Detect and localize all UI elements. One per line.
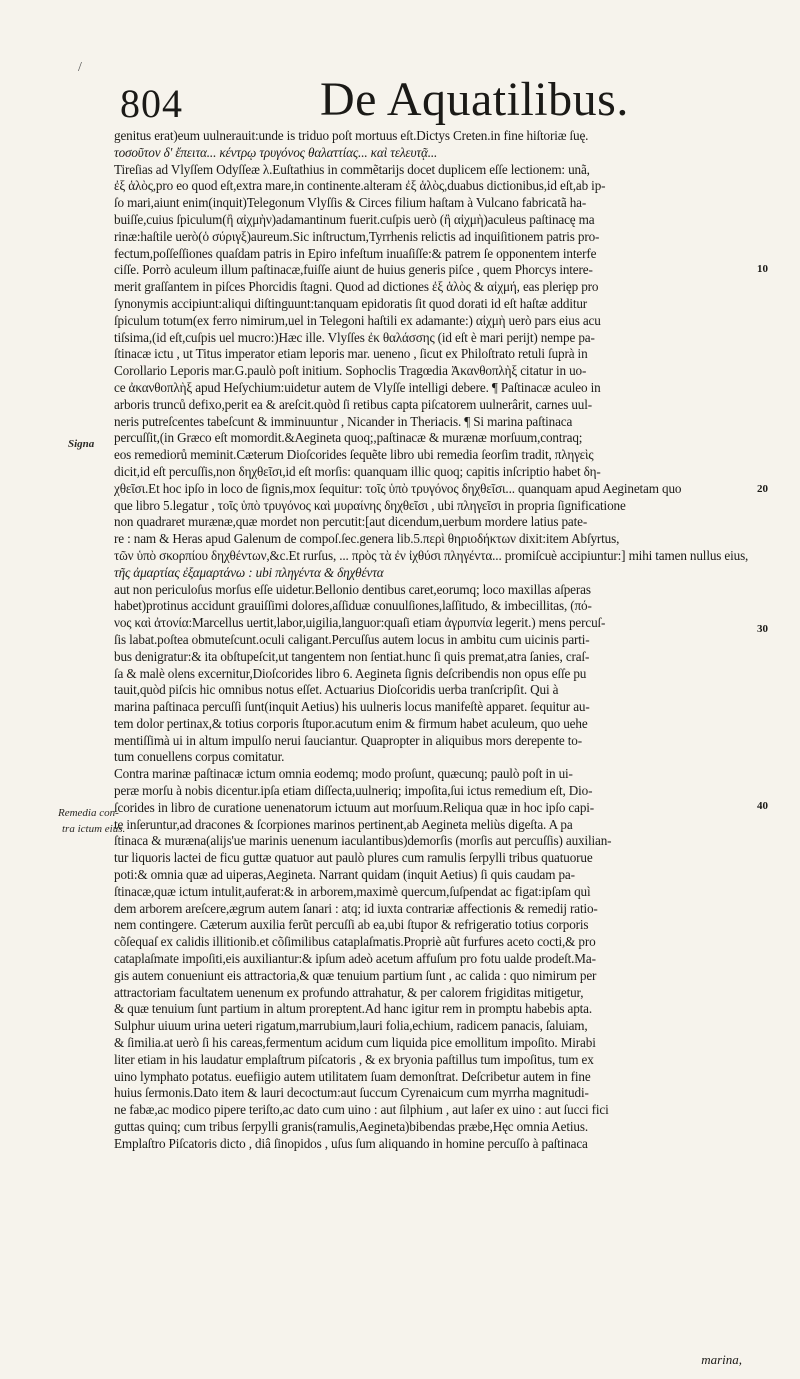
text-line: aut non periculoſus morſus eſſe uidetur.Bellonio dentibus caret,eorumq; loco maxillas aſperas bbox=[114, 581, 591, 597]
text-line: ſtinacæ,quæ ictum intulit,auferat:& in arborem,maximè quercum,ſuſpendat ac figat:ipſam quì bbox=[114, 883, 591, 899]
left-margin-notes bbox=[0, 0, 126, 1379]
text-line: tur liquoris lactei de ficu guttæ quatuor aut paulò plures cum ramulis ſerpylli tribus quatuorue bbox=[114, 850, 593, 866]
text-line: arboris trunců defixo,perit ea & areſcit.quòd ſi retibus capta piſcatorem uulnerârit, carnes uul- bbox=[114, 396, 592, 412]
running-title: De Aquatilibus. bbox=[320, 73, 629, 126]
text-line: eos remediorů meminit.Cæterum Dioſcorides ſequẽte libro ubi remedia ſeorſim tradit, πληγεὶς bbox=[114, 447, 594, 463]
text-line: νος καὶ ἀτονία:Marcellus uertit,labor,uigilia,languor:quaſi etiam ἀγρυπνία legerit.) mens percuſ- bbox=[114, 615, 606, 631]
text-line: merit graſſantem in piſces Phorcidis ſtagni. Quod ad dictiones ἐξ ἁλὸς & αἰχμή, eas plerięp pro bbox=[114, 279, 599, 295]
text-line: ſtinacæ ictu , ut Titus imperator etiam leporis mar. ueneno , ſicut ex Philoſtrato retuli ſuprà in bbox=[114, 346, 588, 362]
text-line: ne fabæ,ac modico pipere teriſto,ac dato cum uino : aut ſilphium , aut laſer ex uino : aut ſucci fici bbox=[114, 1102, 609, 1118]
text-line: huius ſermonis.Dato item & lauri decoctum:aut ſuccum Cyrenaicum cum myrrha magnitudi- bbox=[114, 1085, 589, 1101]
text-line: Tireſias ad Vlyſſem Odyſſeæ λ.Euſtathius in commẽtarijs docet duplicem eſſe lectionem: unã, bbox=[114, 161, 590, 177]
text-line: τῆς ἀμαρτίας ἐξαμαρτάνω : ubi πληγέντα & δηχθέντα bbox=[114, 564, 384, 580]
text-line: gis autem conueniunt eis attractoria,& quæ tenuium partium ſunt , ac calida : quo nimirum per bbox=[114, 967, 597, 983]
text-line: fectum,poſſeſſiones quaſdam patris in Epiro infeſtum inuaſiſſe:& patrem ſe opponentem interfe bbox=[114, 245, 597, 261]
text-line: guttas quinq; cum tribus ſerpylli granis(ramulis,Aegineta)bibendas præbe,Hęc omnia Aetius. bbox=[114, 1119, 588, 1135]
side-note-remedia-line1: Remedia con- bbox=[58, 807, 119, 819]
text-line: percuſſit,(in Græco eſt momordit.&Aegineta quoq;,paſtinacæ & murænæ morſuum,contraq; bbox=[114, 430, 583, 446]
catchword: marina, bbox=[701, 1352, 742, 1367]
text-line: tiſsima,(id eſt,cuſpis uel mucro:)Hæc ille. Vlyſſes ἐκ θαλάσσης (id eſt è mari perijt) nempe pa- bbox=[114, 329, 595, 345]
text-line: te inſeruntur,ad dracones & ſcorpiones marinos pertinent,ab Aegineta meliùs digeſta. A pa bbox=[114, 816, 573, 832]
text-line: neris putreſcentes tabeſcunt & imminuuntur , Nicander in Theriacis. ¶ Si marina paſtinaca bbox=[114, 413, 573, 429]
text-line: ſtinaca & muræna(alijs'ue marinis uenenum iaculantibus)demorſis (morſis aut percuſſis) auxilian- bbox=[114, 833, 612, 849]
text-line: ἐξ ἁλὸς,pro eo quod eſt,extra mare,in continente.alteram ἐξ ἁλὸς,duabus dictionibus,id eſt,ab ip- bbox=[114, 178, 606, 194]
line-number-10: 10 bbox=[757, 263, 768, 275]
text-line: buiſſe,cuius ſpiculum(ἢ αἰχμὴν)adamantinum fuerit.cuſpis uerò (ἢ αἰχμὴ)aculeus paſtinacę ma bbox=[114, 211, 595, 227]
text-line: Emplaſtro Piſcatoris dicto , diâ ſinopidos , uſus ſum aliquando in homine percuſſo à paſtinaca bbox=[114, 1135, 588, 1151]
text-line: peræ morſu à nobis dicentur.ipſa etiam diſſecta,uulneriq; impoſita,ſui ictus remedium eſt, Dio- bbox=[114, 783, 593, 799]
line-number-20: 20 bbox=[757, 483, 768, 495]
text-line: ſpiculum totum(ex ferro nimirum,uel in Telegoni haſtili ex adamante:) αἰχμὴ uerò pars eius acu bbox=[114, 312, 601, 328]
text-line: Corollario Leporis mar.G.paulò poſt initium. Sophoclis Tragœdia Ἀκανθοπλὴξ citatur in uo- bbox=[114, 363, 587, 379]
text-line: Contra marinæ paſtinacæ ictum omnia eodemq; modo proſunt, quæcunq; paulò poſt in ui- bbox=[114, 766, 573, 782]
text-line: attractoriam facultatem uenenum ex profundo attrahatur, & per calorem frigiditas mitigetur, bbox=[114, 984, 584, 1000]
text-line: que libro 5.legatur , τοῖς ὑπὸ τρυγόνος καὶ μυραίνης δηχθεῖσι , ubi πληγεῖσι in propria ſignificatione bbox=[114, 497, 626, 513]
text-line: ſa & malè olens excernitur,Dioſcorides libro 6. Aegineta ſignis deſcribendis non opus eſſe pu bbox=[114, 665, 587, 681]
text-line: liter etiam in his laudatur emplaſtrum piſcatoris , & ex bryonia paſtillus tum impoſitus, tum ex bbox=[114, 1051, 594, 1067]
text-line: ſis labat.poſtea obmuteſcunt.oculi caligant.Percuſſus autem locus in ambitu cum uicinis parti- bbox=[114, 631, 590, 647]
text-line: ſo mari,aiunt enim(inquit)Telegonum Vlyſſis & Circes filium haſtam à Vulcano fabricatã ha- bbox=[114, 195, 587, 211]
text-line: habet)protinus accidunt grauiſſimi dolores,aſſiduæ conuulſiones,laſſitudo, & imbecillitas, (πό- bbox=[114, 598, 592, 614]
text-line: tem dolor pertinax,& totius corporis ſtupor.acutum enim & firmum habet aculeum, quo uehe bbox=[114, 715, 588, 731]
text-line: χθεῖσι.Et hoc ipſo in loco de ſignis,mox ſequitur: τοῖς ὑπὸ τρυγόνος δηχθεῖσι... quanquam apud Aeginetam quo bbox=[114, 480, 682, 496]
page-header bbox=[120, 70, 740, 126]
text-line: rinæ:haſtile uerò(ὁ σύριγξ)aureum.Sic inſtructum,Tyrrhenis relictis ad inquiſitionem patris pro- bbox=[114, 228, 600, 244]
text-line: & ſimilia.at uerò ſi his careas,fermentum acidum cum liquida pice emollitum impoſito. Mirabi bbox=[114, 1035, 596, 1051]
text-line: marina paſtinaca percuſſi ſunt(inquit Aetius) his uulneris locus manifeſtè apparet. ſequitur au- bbox=[114, 699, 590, 715]
side-note-signa: Signa bbox=[68, 438, 95, 450]
text-line: cataplaſmate impoſiti,eis auxiliantur:& ipſum adeò acetum affuſum pro fotu ualde prodeſt.Ma- bbox=[114, 951, 596, 967]
text-line: ſcorides in libro de curatione uenenatorum ictuum aut morſuum.Reliqua quæ in hoc ipſo capi- bbox=[114, 799, 595, 815]
side-note-remedia-line2: tra ictum eius. bbox=[62, 823, 126, 835]
text-line: ſynonymis accipiunt:aliqui diſtinguunt:tanquam epidoratis ſit quod dorati id eſt haſtæ additur bbox=[114, 295, 588, 311]
text-line: mentiſſimà ui in altum impulſo nerui ſauciantur. Quapropter in aliquibus mors derepente to- bbox=[114, 732, 582, 748]
text-line: & quæ tenuium ſunt partium in altum proreptent.Ad hanc igitur rem in promptu habebis apta. bbox=[114, 1001, 593, 1017]
text-line: ciſſe. Porrò aculeum illum paſtinacæ,fuiſſe aiunt de huius generis piſce , quem Phorcys intere- bbox=[114, 262, 593, 278]
text-line: tum conuellens corpus comitatur. bbox=[114, 749, 285, 765]
text-line: genitus erat)eum uulnerauit:unde is triduo poſt mortuus eſt.Dictys Creten.in fine hiſtoriæ ſuę. bbox=[114, 128, 589, 143]
text-line: poti:& omnia quæ ad uiperas,Aegineta. Narrant quidam (inquit Aetius) ſi quis caudam pa- bbox=[114, 867, 575, 883]
page-number: 804 bbox=[120, 81, 183, 126]
margin-mark: / bbox=[78, 60, 82, 75]
text-line: dicit,id eſt percuſſis,non δηχθεῖσι,id eſt morſis: quanquam illic quoq; capitis inſcriptio habet δη- bbox=[114, 463, 601, 479]
text-line: Sulphur uiuum urina ueteri rigatum,marrubium,lauri folia,echium, radicem panacis, ſaluiam, bbox=[114, 1018, 588, 1034]
text-line: tauit,quòd piſcis hic omnibus notus eſſet. Actuarius Dioſcoridis uerba tranſcripſit. Qui à bbox=[114, 682, 559, 698]
text-line: cõſequaſ ex calidis illitionib.et cõſimilibus cataplaſmatis.Propriè aũt furfures aceto cocti,& pro bbox=[114, 934, 596, 950]
text-line: dem arborem areſcere,ægrum autem ſanari : atq; id iuxta contrariæ affectionis & remedij ratio- bbox=[114, 900, 598, 916]
text-line: nem contingere. Cæterum auxilia ferũt percuſſi ab ea,ubi ſtupor & refrigeratio totius corporis bbox=[114, 917, 589, 933]
text-line: uino lymphato potatus. euefiigio autem utilitatem ſuam demonſtrat. Deſcribetur autem in fine bbox=[114, 1068, 591, 1084]
text-line: ce ἀκανθοπλὴξ apud Heſychium:uidetur autem de Vlyſſe intelligi debere. ¶ Paſtinacæ aculeo in bbox=[114, 379, 601, 395]
text-line: re : nam & Heras apud Galenum de compoſ.ſec.genera lib.5.περὶ θηριοδήκτων dixit:item Abſyrtus, bbox=[114, 531, 620, 547]
line-number-30: 30 bbox=[757, 623, 768, 635]
line-number-40: 40 bbox=[757, 800, 768, 812]
text-line: τοσοῦτον δ' ἔπειτα... κέντρῳ τρυγόνος θαλαττίας... καὶ τελευτᾷ... bbox=[114, 144, 438, 160]
text-line: τῶν ὑπὸ σκορπίου δηχθέντων,&c.Et rurſus, ... πρὸς τὰ ἐν ἰχθύσι πληγέντα... promiſcuè accipiuntur:] mihi tamen nullus eius, bbox=[114, 547, 749, 563]
text-line: bus denigratur:& ita obſtupeſcit,ut tangentem non ſentiat.hunc ſi quis premat,atra ſanies, craſ- bbox=[114, 648, 590, 664]
body-text bbox=[114, 128, 764, 1153]
text-line: non quadraret murænæ,quæ mordet non percutit:[aut dicendum,uerbum mordere latius pate- bbox=[114, 514, 588, 530]
